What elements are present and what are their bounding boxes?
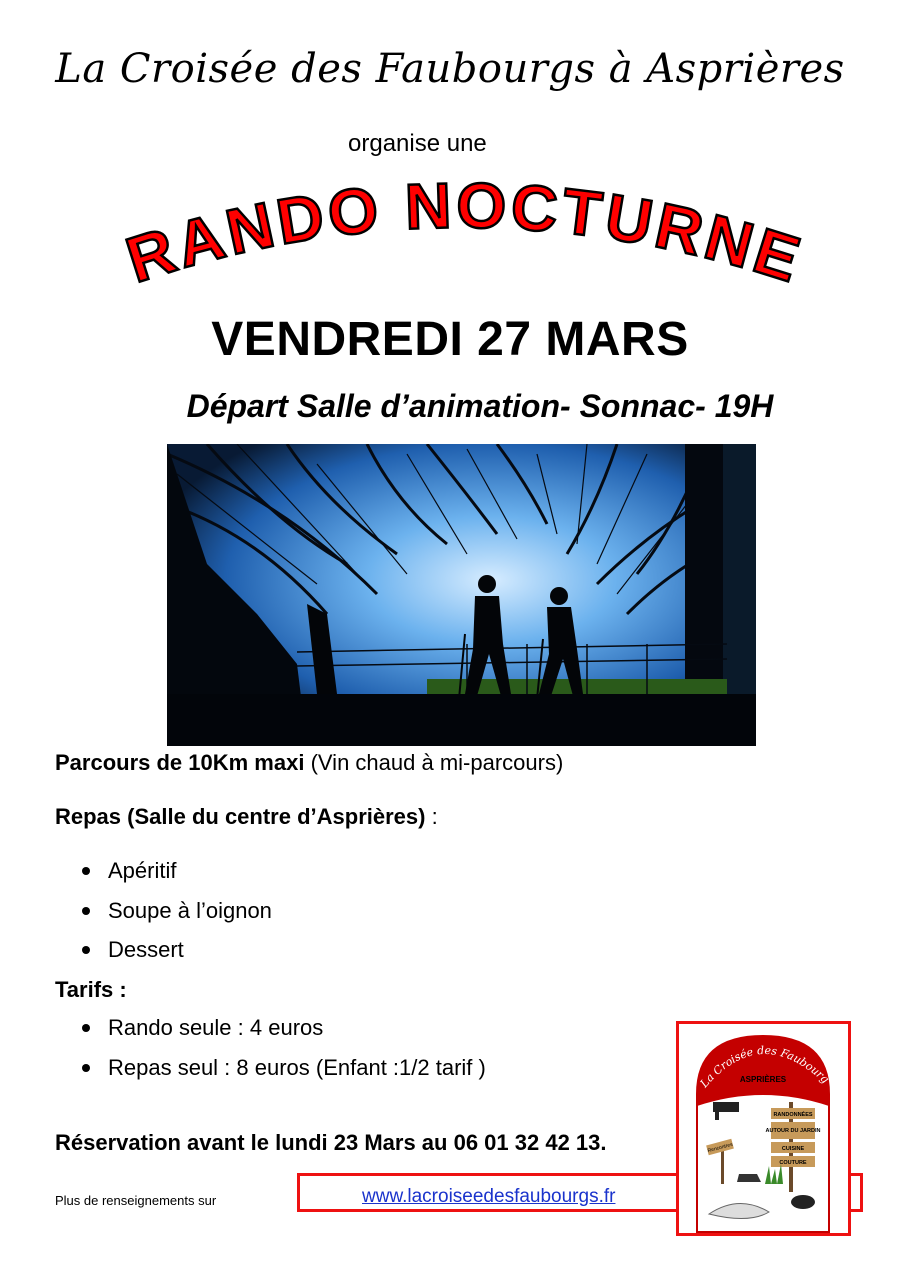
bullet-icon [82, 1064, 90, 1072]
svg-text:La Croisée des Faubourgs: La Croisée des Faubourg [697, 1043, 832, 1091]
bullet-icon [82, 867, 90, 875]
organise-une-text: organise une [348, 130, 487, 157]
association-logo-box [676, 1021, 851, 1236]
night-hikers-photo [167, 444, 756, 746]
bullet-icon [82, 907, 90, 915]
repas-label: Repas (Salle du centre d’Asprières) [55, 804, 426, 829]
plus-info-text: Plus de renseignements sur [55, 1193, 217, 1208]
reservation-line: Réservation avant le lundi 23 Mars au 06 01 32 42 13. [55, 1130, 607, 1155]
bullet-icon [82, 1024, 90, 1032]
pot-icon [791, 1195, 815, 1209]
event-departure: Départ Salle d’animation- Sonnac- 19H [186, 388, 774, 424]
logo-sign-text: RANDONNÉES [773, 1112, 813, 1118]
bullet-icon [82, 946, 90, 954]
list-item: Soupe à l’oignon [82, 898, 272, 924]
event-title-arc [60, 165, 860, 325]
logo-place: ASPRIÈRES [739, 1075, 787, 1084]
association-logo [679, 1024, 848, 1233]
logo-sign-text: CUISINE [781, 1146, 805, 1152]
logo-small-sign-text: Rencontres [707, 1141, 734, 1155]
event-date: VENDREDI 27 MARS [211, 313, 689, 366]
parcours-label: Parcours de 10Km maxi [55, 750, 305, 775]
logo-sign-text: AUTOUR DU JARDIN [765, 1128, 821, 1134]
repas-suffix: : [425, 804, 438, 829]
event-title: RANDO NOCTURNE [118, 169, 812, 297]
logo-sign-text: COUTURE [779, 1160, 807, 1166]
list-item: Dessert [82, 937, 184, 963]
repas-line [55, 804, 438, 830]
list-item: Rando seule : 4 euros [82, 1015, 323, 1041]
boot-icon [737, 1174, 761, 1182]
website-link[interactable]: www.lacroiseedesfaubourgs.fr [362, 1186, 616, 1207]
sewing-machine-icon [713, 1102, 739, 1112]
list-item: Apéritif [82, 858, 176, 884]
parcours-line [55, 750, 563, 776]
tarifs-label: Tarifs : [55, 977, 127, 1002]
organisation-title: La Croisée des Faubourgs à Asprières [55, 46, 845, 92]
list-item: Repas seul : 8 euros (Enfant :1/2 tarif ) [82, 1055, 486, 1081]
parcours-note: (Vin chaud à mi-parcours) [304, 750, 564, 775]
